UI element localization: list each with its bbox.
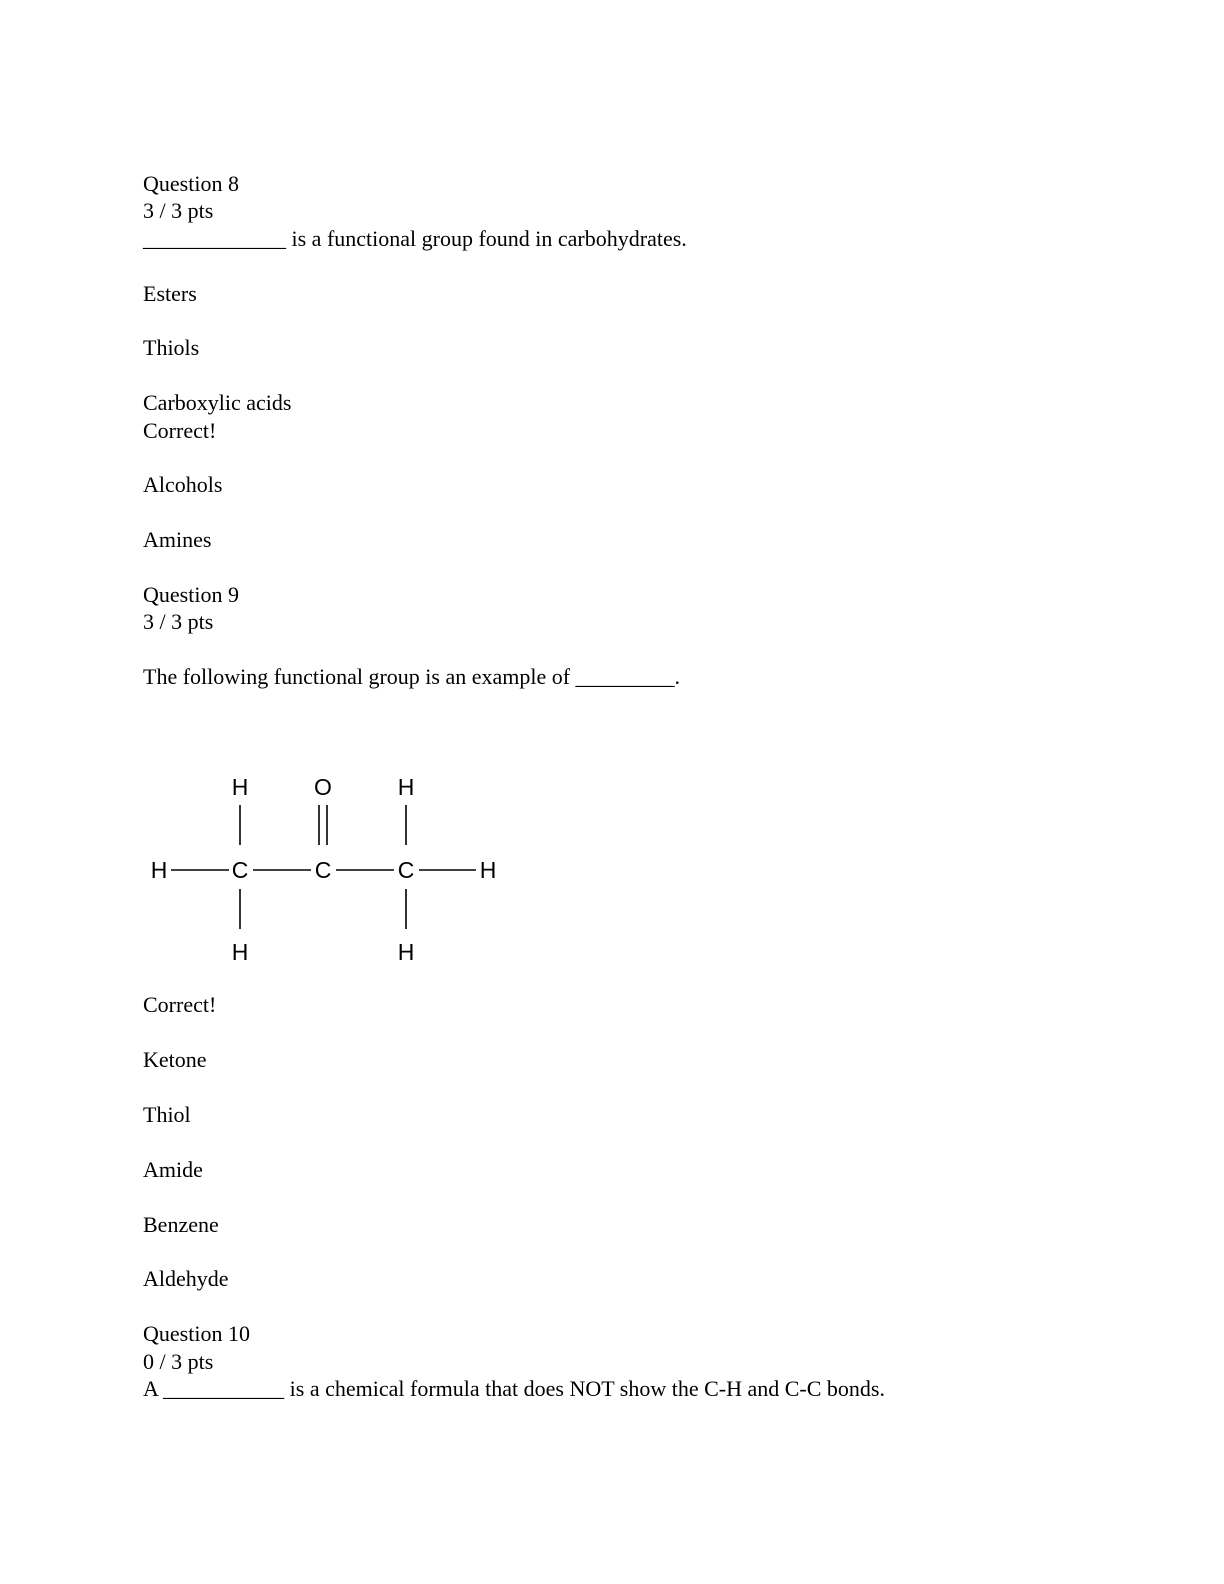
question-title: Question 9 (143, 581, 239, 607)
atom-h: H (397, 774, 415, 801)
atom-h: H (231, 774, 249, 801)
spacer (143, 1019, 1143, 1046)
answer-option: Aldehyde (143, 1266, 229, 1292)
question-title: Question 10 (143, 1321, 250, 1347)
question-points: 3 / 3 pts (143, 198, 214, 224)
spacer (143, 1128, 1143, 1155)
spacer (143, 362, 1143, 389)
question-prompt: The following functional group is an example of _________. (143, 664, 681, 690)
question-9 (143, 581, 1143, 1320)
answer-option: Amines (143, 527, 212, 553)
spacer (143, 499, 1143, 526)
answer-option: Benzene (143, 1211, 219, 1237)
question-10 (143, 1320, 1143, 1402)
atom-h: H (150, 857, 168, 884)
question-points: 0 / 3 pts (143, 1348, 214, 1374)
atom-h: H (397, 939, 415, 964)
spacer (143, 553, 1143, 580)
spacer (143, 444, 1143, 471)
correct-feedback: Correct! (143, 992, 217, 1018)
spacer (143, 307, 1143, 334)
question-8 (143, 170, 1143, 581)
quiz-document (143, 170, 1143, 1402)
answer-option: Thiols (143, 335, 200, 361)
atom-c: C (231, 857, 249, 884)
answer-option: Thiol (143, 1101, 191, 1127)
question-title: Question 8 (143, 171, 239, 196)
spacer (143, 1238, 1143, 1265)
atom-c: C (397, 857, 415, 884)
answer-option: Alcohols (143, 472, 223, 498)
question-prompt: A ___________ is a chemical formula that does NOT show the C-H and C-C bonds. (143, 1375, 885, 1401)
question-prompt: _____________ is a functional group found in carbohydrates. (143, 225, 687, 251)
atom-o: O (314, 774, 332, 801)
atom-h: H (231, 939, 249, 964)
answer-option: Amide (143, 1156, 203, 1182)
spacer (143, 1293, 1143, 1320)
answer-option: Ketone (143, 1047, 207, 1073)
ketone-structure-diagram (143, 753, 513, 963)
answer-option: Esters (143, 280, 197, 306)
spacer (143, 1183, 1143, 1210)
atom-h: H (479, 857, 497, 884)
spacer (143, 636, 1143, 663)
answer-option: Carboxylic acids (143, 390, 292, 416)
question-points: 3 / 3 pts (143, 609, 214, 635)
correct-feedback: Correct! (143, 417, 217, 443)
atom-c: C (314, 857, 332, 884)
spacer (143, 1074, 1143, 1101)
spacer (143, 252, 1143, 279)
